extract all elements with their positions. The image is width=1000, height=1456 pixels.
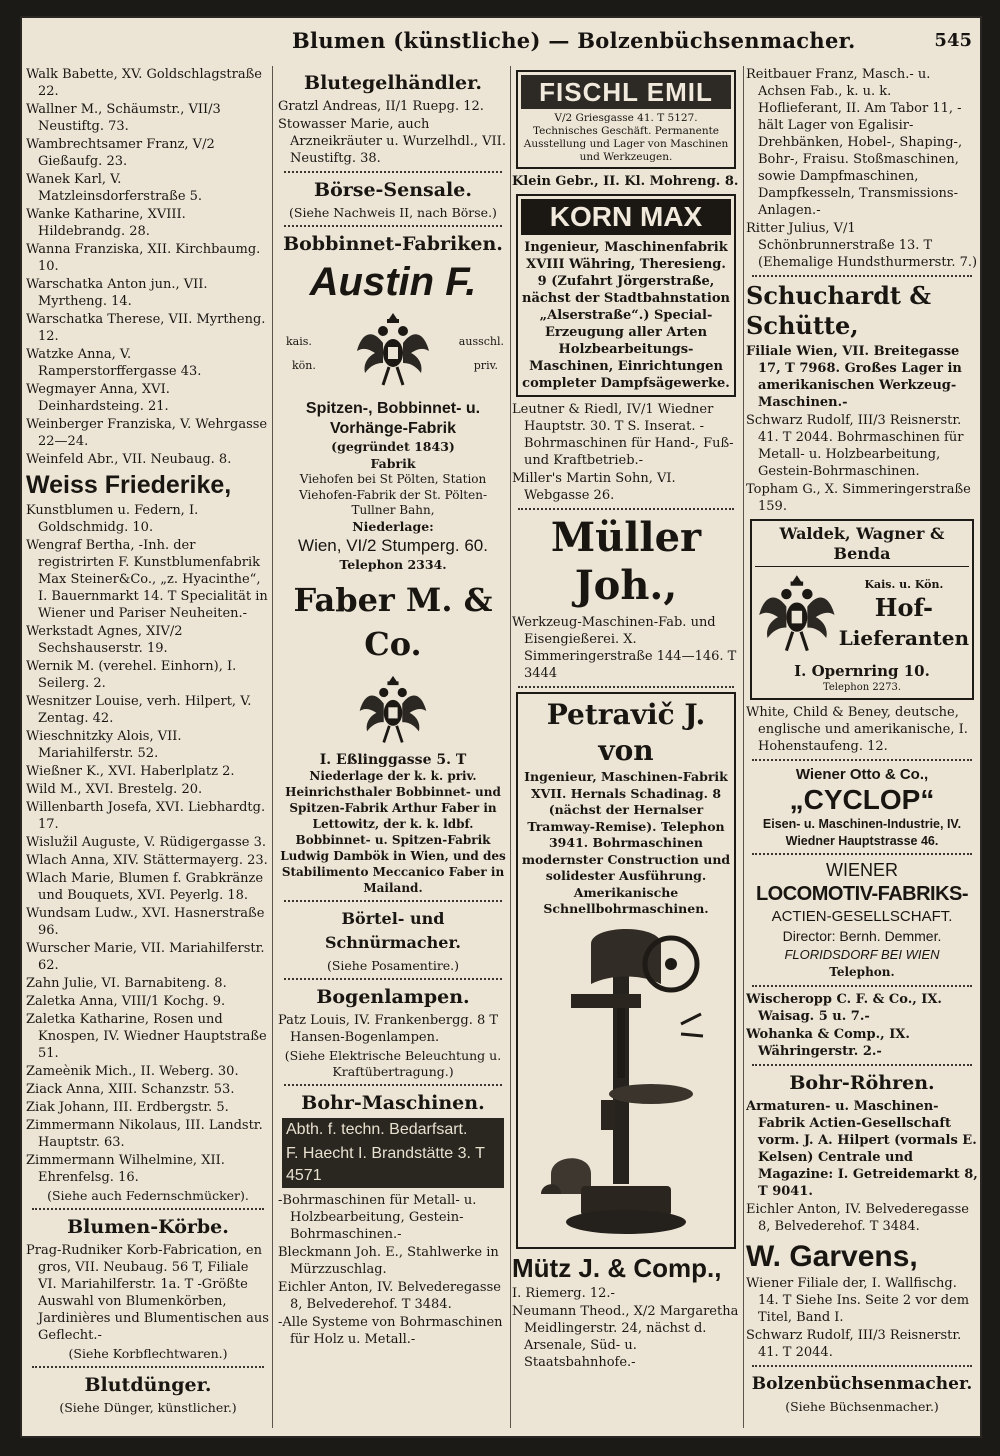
mutz-ad: Mütz J. & Comp., (512, 1252, 722, 1283)
section-heading-blutegel: Blutegelhändler. (304, 72, 482, 94)
separator (752, 1365, 972, 1367)
petravic-wordmark: Petravič J. von (546, 698, 706, 767)
list-item: Warschatka Therese, VII. Myrtheng. 12. (26, 312, 266, 344)
separator (752, 853, 972, 855)
list-item: Eichler Anton, IV. Belvederegasse 8, Belvederehof. T 3484. (278, 1280, 501, 1312)
see-also-note: (Siehe Büchsenmacher.) (785, 1398, 939, 1414)
list-item: Eichler Anton, IV. Belvederegasse 8, Belvederehof. T 3484. (746, 1201, 969, 1234)
list-item: Stowasser Marie, auch Arzneikräuter u. Wurzelhdl., VII. Neustiftg. 38. (278, 117, 506, 166)
list-item: Bleckmann Joh. E., Stahlwerke in Mürzzuschlag. (278, 1245, 499, 1277)
list-item: Leutner & Riedl, IV/1 Wiedner Hauptstr. 30. T S. Inserat. -Bohrmaschinen für Hand-, Fuß- und Kraftbetrieb.- (512, 402, 734, 468)
list-item: Zimmermann Nikolaus, III. Landstr. Hauptstr. 63. (26, 1118, 263, 1150)
waldek-kais: Kais. u. Kön. (864, 577, 944, 591)
list-item: Zimmermann Wilhelmine, XII. Ehrenfelsg. 16. (26, 1153, 225, 1185)
korn-ad (516, 194, 736, 397)
wiener-label: WIENER (826, 860, 898, 880)
list-item: Wanna Franziska, XII. Kirchbaumg. 10. (26, 242, 261, 274)
list-item: Ziack Anna, XIII. Schanzstr. 53. (26, 1082, 235, 1097)
list-item: Werkstadt Agnes, XIV/2 Sechshauserstr. 19. (26, 624, 183, 656)
list-item: Wurscher Marie, VII. Mariahilferstr. 62. (26, 941, 265, 973)
section-heading-blumen-korbe: Blumen-Körbe. (67, 1216, 229, 1238)
directory-page (22, 18, 980, 1436)
list-item: Wislužil Auguste, V. Rüdigergasse 3. (26, 835, 266, 850)
fischl-banner: FISCHL EMIL (521, 75, 731, 109)
column-1 (26, 66, 270, 1428)
weiss-ad: Weiss Friederike, (26, 471, 232, 499)
petravic-ad (516, 692, 736, 1249)
list-item: Topham G., X. Simmeringerstraße 159. (746, 482, 971, 514)
niederlage-label: Niederlage: (352, 518, 434, 534)
list-item: Wlach Anna, XIV. Stättermayerg. 23. (26, 853, 268, 868)
separator (752, 275, 972, 277)
locomotiv-telephone: Telephon. (829, 965, 895, 979)
list-item: Weinberger Franziska, V. Wehrgasse 22—24. (26, 417, 268, 449)
list-item: Schwarz Rudolf, III/3 Reisnerstr. 41. T 2044. Bohrmaschinen für Metall- u. Holzbearbeitung, Gestein-Bohrmaschinen. (746, 413, 964, 479)
list-item: Wischeropp C. F. & Co., IX. Waisag. 5 u. 7.- (746, 991, 942, 1024)
waldek-lieferanten: Lieferanten (838, 626, 969, 651)
separator (32, 1208, 264, 1210)
list-item: Prag-Rudniker Korb-Fabrication, en gros, VII. Neubaug. 56 T, Filiale VI. Mariahilferstr. 1a. T -Größte Auswahl von Blumenkörben, Jardinières und Blumentischen aus Geflecht.- (26, 1243, 269, 1343)
director-line: Director: Bernh. Demmer. (782, 928, 942, 944)
entry-list-w-z (26, 502, 270, 1186)
wien-address: Wien, VI/2 Stumperg. 60. (298, 536, 488, 555)
ausschl-label: ausschl. (458, 335, 504, 348)
column-3 (512, 66, 740, 1428)
section-heading-bogenlampen: Bogenlampen. (316, 986, 470, 1008)
column-rule-3 (743, 66, 744, 1428)
list-item: Wanke Katharine, XVIII. Hildebrandg. 28. (26, 207, 186, 239)
list-item: Wambrechtsamer Franz, V/2 Gießaufg. 23. (26, 137, 215, 169)
list-item: Watzke Anna, V. Ramperstorffergasse 43. (26, 347, 202, 379)
list-item: Kunstblumen u. Federn, I. Goldschmidg. 10. (26, 503, 199, 535)
list-item: Miller's Martin Sohn, VI. Webgasse 26. (512, 471, 676, 503)
faber-wordmark: Faber M. & Co. (293, 580, 493, 663)
see-also-note: (Siehe Elektrische Beleuchtung u. Kraftübertragung.) (284, 1048, 502, 1079)
waldek-wordmark: Waldek, Wagner & Benda (755, 524, 969, 567)
austin-emblem (278, 307, 508, 399)
double-headed-eagle-icon (353, 307, 433, 395)
separator (32, 1366, 264, 1368)
list-item: Wild M., XVI. Brestelg. 20. (26, 782, 203, 797)
garvens-wordmark: W. Garvens, (746, 1239, 918, 1273)
list-item: Wegmayer Anna, XVI. Deinhardsteing. 21. (26, 382, 170, 414)
list-item: Walk Babette, XV. Goldschlagstraße 22. (26, 67, 262, 99)
column-rule-1 (272, 66, 273, 1428)
column-4 (746, 66, 978, 1428)
telephone-line: Telephon 2334. (339, 557, 447, 572)
separator (284, 978, 502, 980)
separator (518, 508, 734, 510)
locomotiv-heading: LOCOMOTIV-FABRIKS- (755, 883, 969, 905)
list-item: Klein Gebr., II. Kl. Mohreng. 8. (512, 174, 739, 189)
double-headed-eagle-icon (755, 567, 839, 663)
korn-text: Ingenieur, Maschinenfabrik XVIII Währing, Theresieng. 9 (Zufahrt Jörgerstraße, nächst der Stadtbahnstation „Alserstraße“.) Special-Erzeugung aller Arten Holzbearbeitungs-Maschinen, Einrichtungen completer Dampfsägewerke. (522, 240, 730, 391)
column-rule-2 (510, 66, 511, 1428)
section-heading-borse: Börse-Sensale. (314, 179, 472, 201)
list-item: Willenbarth Josefa, XVI. Liebhardtg. 17. (26, 800, 266, 832)
floridsdorf-line: FLORIDSDORF BEI WIEN (784, 947, 940, 962)
list-item: Zaletka Anna, VIII/1 Kochg. 9. (26, 994, 226, 1009)
waldek-hof: Hof- (874, 593, 933, 623)
list-item: Weinfeld Abr., VII. Neubaug. 8. (26, 452, 232, 467)
waldek-telephone: Telephon 2273. (822, 681, 902, 693)
see-also-note: (Siehe Nachweis II, nach Börse.) (289, 205, 497, 220)
list-item: Wundsam Ludw., XVI. Hasnerstraße 96. (26, 906, 265, 938)
list-item: -Alle Systeme von Bohrmaschinen für Holz u. Metall.- (278, 1315, 503, 1347)
list-item: Ziak Johann, III. Erdbergstr. 5. (26, 1100, 229, 1115)
petravic-text: Ingenieur, Maschinen-Fabrik XVII. Hernals Schadinag. 8 (nächst der Hernalser Tramway-Remise). Telephon 3941. Bohrmaschinen modernster Construction und solidester Ausführung. Amerikanische Schnellbohrmaschinen. (521, 769, 731, 916)
section-heading-bohr-maschinen: Bohr-Maschinen. (301, 1092, 485, 1114)
see-also-note: (Siehe Dünger, künstlicher.) (59, 1400, 237, 1415)
see-also-note: (Siehe auch Federnschmücker). (47, 1188, 249, 1203)
list-item: Wiener Filiale der, I. Wallfischg. 14. T Siehe Ins. Seite 2 vor dem Titel, Band I. (746, 1275, 970, 1325)
list-item: Ritter Julius, V/1 Schönbrunnerstraße 13. T (Ehemalige Hundsthurmerstr. 7.) (746, 221, 978, 270)
page-number: 545 (934, 30, 972, 51)
double-headed-eagle-icon (356, 670, 430, 752)
section-heading-bolzen: Bolzenbüchsenmacher. (751, 1373, 973, 1394)
list-item: Zahn Julie, VI. Barnabiteng. 8. (26, 976, 227, 991)
separator (284, 1084, 502, 1086)
fischl-ad (516, 70, 736, 169)
entry-list-w (26, 66, 270, 468)
list-item: Warschatka Anton jun., VII. Myrtheng. 14. (26, 277, 208, 309)
muller-wordmark: Müller Joh., (550, 514, 702, 609)
haecht-ad-line-2: F. Haecht I. Brandstätte 3. T 4571 (282, 1142, 504, 1188)
waldek-address: I. Opernring 10. (794, 662, 930, 680)
otto-heading: Wiener Otto & Co., (795, 766, 929, 783)
separator (752, 985, 972, 987)
list-item: Werkzeug-Maschinen-Fab. und Eisengießerei. X. Simmeringerstraße 144—146. T 3444 (512, 615, 737, 681)
list-item: Wanek Karl, V. Matzleinsdorferstraße 5. (26, 172, 203, 204)
korn-banner: KORN MAX (521, 199, 731, 235)
column-2 (278, 66, 508, 1428)
see-also-note: (Siehe Posamentire.) (326, 958, 460, 973)
fischl-text: V/2 Griesgasse 41. T 5127. Technisches Geschäft. Permanente Ausstellung und Lager von Maschinen und Werkzeugen. (523, 112, 729, 163)
list-item: Wieschnitzky Alois, VII. Mariahilferstr. 52. (26, 729, 182, 761)
list-item: Filiale Wien, VII. Breitegasse 17, T 7968. Großes Lager in amerikanischen Werkzeug-Maschinen.- (746, 344, 962, 410)
page-header (22, 26, 980, 56)
list-item: I. Riemerg. 12.- (512, 1285, 615, 1301)
priv-label: priv. (473, 359, 498, 372)
haecht-ad-line-1: Abth. f. techn. Bedarfsart. (282, 1118, 504, 1142)
list-item: Wlach Marie, Blumen f. Grabkränze und Bouquets, XVI. Peyerlg. 18. (26, 871, 264, 903)
fabrik-label: Fabrik (370, 455, 416, 471)
faber-address: I. Eßlinggasse 5. T (319, 751, 467, 768)
section-heading-bortel: Börtel- und Schnürmacher. (324, 909, 461, 952)
kais-label: kais. (286, 335, 312, 348)
list-item: Wernik M. (verehel. Einhorn), I. Seilerg. 2. (26, 659, 237, 691)
separator (518, 686, 734, 688)
list-item: Patz Louis, IV. Frankenbergg. 8 T Hansen-Bogenlampen. (278, 1013, 499, 1045)
separator (284, 171, 502, 173)
list-item: Gratzl Andreas, II/1 Ruepg. 12. (278, 99, 484, 114)
section-heading-bobbinet: Bobbinnet-Fabriken. (283, 233, 503, 255)
see-also-note: (Siehe Korbflechtwaren.) (68, 1346, 228, 1361)
list-item: Wohanka & Comp., IX. Währingerstr. 2.- (746, 1026, 910, 1059)
page-title: Blumen (künstliche) — Bolzenbüchsenmacher. (292, 28, 856, 53)
austin-wordmark: Austin F. (309, 260, 477, 304)
faber-text: Niederlage der k. k. priv. Heinrichsthaler Bobbinnet- und Spitzen-Fabrik Arthur Faber in Lettowitz, der k. k. ldbf. Bobbinnet- u. Spitzen-Fabrik Ludwig Dambök in Wien, und des Stabilimento Meccanico Faber in Mailand. (280, 769, 506, 895)
list-item: -Bohrmaschinen für Metall- u. Holzbearbeitung, Gestein-Bohrmaschinen.- (278, 1193, 477, 1242)
separator (284, 225, 502, 227)
list-item: Wengraf Bertha, -Inh. der registrirten F. Kunstblumenfabrik Max Steiner&Co., „z. Hyacinthe“, I. Bauernmarkt 14. T Specialität in Wiener und Pariser Neuheiten.- (26, 538, 268, 621)
otto-text: Eisen- u. Maschinen-Industrie, IV. Wiedner Hauptstrasse 46. (762, 817, 962, 848)
section-heading-bohr-rohren: Bohr-Röhren. (789, 1071, 935, 1094)
waldek-ad (750, 519, 974, 700)
list-item: Zameènik Mich., II. Weberg. 30. (26, 1064, 239, 1079)
list-item: Neumann Theod., X/2 Margaretha Meidlingerstr. 24, nächst d. Arsenale, Süd- u. Staatsbahnhofe.- (512, 1303, 739, 1370)
list-item: Zaletka Katharine, Rosen und Knospen, IV. Wiedner Hauptstraße 51. (26, 1012, 267, 1061)
kon-label: kön. (292, 359, 316, 372)
list-item: Wießner K., XVI. Haberlplatz 2. (26, 764, 235, 779)
founded-line: (gegründet 1843) (331, 439, 455, 454)
list-item: Wallner M., Schäumstr., VII/3 Neustiftg. 73. (26, 102, 221, 134)
list-item: White, Child & Beney, deutsche, englische und amerikanische, I. Hohenstaufeng. 12. (746, 705, 968, 754)
separator (284, 900, 502, 902)
schuchardt-wordmark: Schuchardt & Schütte, (746, 281, 931, 340)
list-item: Reitbauer Franz, Masch.- u. Achsen Fab., k. u. k. Hoflieferant, II. Am Tabor 11, -hält Lager von Egalisir-Drehbänken, Hobel-, Shaping-, Bohr-, Fraisu. Stoßmaschinen, sowie Dampfmaschinen, Dampfkesseln, Transmissions-Anlagen.- (746, 67, 963, 218)
cyclop-wordmark: „CYCLOP“ (789, 784, 935, 815)
list-item: Schwarz Rudolf, III/3 Reisnerstr. 41. T 2044. (746, 1327, 962, 1360)
drill-press-illustration (531, 924, 721, 1244)
list-item: Armaturen- u. Maschinen-Fabrik Actien-Gesellschaft vorm. J. A. Hilpert (vormals E. Kelsen) Centrale und Magazine: I. Getreidemarkt 8, T 9041. (746, 1098, 978, 1199)
section-heading-blutdunger: Blutdünger. (84, 1374, 212, 1396)
list-item: Wesnitzer Louise, verh. Hilpert, V. Zentag. 42. (26, 694, 252, 726)
viehofen-address: Viehofen bei St Pölten, Station Viehofen-Fabrik der St. Pölten-Tullner Bahn, (298, 472, 488, 517)
actien-label: ACTIEN-GESELLSCHAFT. (771, 908, 953, 925)
separator (752, 759, 972, 761)
separator (752, 1064, 972, 1066)
spitzen-heading: Spitzen-, Bobbinnet- u. Vorhänge-Fabrik (305, 400, 481, 437)
